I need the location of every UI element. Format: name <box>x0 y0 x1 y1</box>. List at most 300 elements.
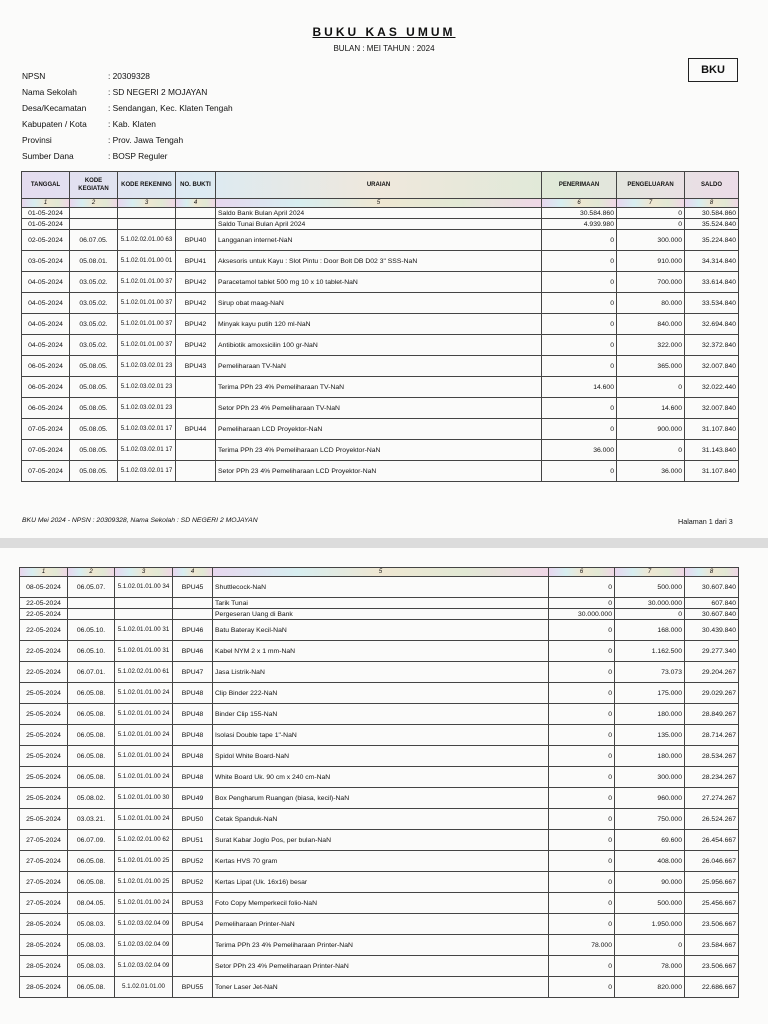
cell-activity-code: 05.08.03. <box>68 956 115 977</box>
cell-date: 27-05-2024 <box>20 872 68 893</box>
cell-description: Batu Bateray Kecil-NaN <box>213 620 549 641</box>
cell-expense-amount: 322.000 <box>617 335 685 356</box>
cell-account-code: 5.1.02.03.02.01 23 <box>118 377 176 398</box>
info-row-fund-source: Sumber Dana : BOSP Reguler <box>22 151 168 161</box>
cell-activity-code: 06.05.07. <box>68 577 115 598</box>
page-number: Halaman 1 dari 3 <box>678 517 733 526</box>
cell-expense-amount: 0 <box>615 609 685 620</box>
cell-account-code: 5.1.02.01.01.00 31 <box>115 620 173 641</box>
cell-receipt-no: BPU47 <box>173 662 213 683</box>
col-header: KODE KEGIATAN <box>70 172 118 199</box>
table-row <box>22 251 739 272</box>
cell-receipt-no: BPU46 <box>173 641 213 662</box>
cell-account-code: 5.1.02.02.01.00 62 <box>115 830 173 851</box>
cell-account-code: 5.1.02.01.01.00 24 <box>115 809 173 830</box>
table-row <box>22 335 739 356</box>
cell-receipt-amount: 0 <box>549 746 615 767</box>
cell-balance: 27.274.267 <box>685 788 739 809</box>
cell-date: 06-05-2024 <box>22 356 70 377</box>
column-number-row <box>20 568 739 577</box>
column-number: 5 <box>213 568 549 577</box>
cell-activity-code: 06.07.01. <box>68 662 115 683</box>
cell-date: 04-05-2024 <box>22 293 70 314</box>
cell-receipt-amount: 0 <box>542 293 617 314</box>
cell-date: 25-05-2024 <box>20 683 68 704</box>
cell-date: 22-05-2024 <box>20 620 68 641</box>
cell-expense-amount: 180.000 <box>615 746 685 767</box>
cell-date: 03-05-2024 <box>22 251 70 272</box>
cell-expense-amount: 840.000 <box>617 314 685 335</box>
cell-expense-amount: 135.000 <box>615 725 685 746</box>
cell-activity-code: 06.05.08. <box>68 767 115 788</box>
cell-description: Foto Copy Memperkecil folio-NaN <box>213 893 549 914</box>
column-number: 8 <box>685 199 739 208</box>
cell-receipt-no <box>173 598 213 609</box>
info-row-district: Desa/Kecamatan : Sendangan, Kec. Klaten Tengah <box>22 103 233 113</box>
cell-receipt-no: BPU50 <box>173 809 213 830</box>
cell-description: Pemeliharaan Printer-NaN <box>213 914 549 935</box>
table-row <box>20 767 739 788</box>
cell-expense-amount: 300.000 <box>615 767 685 788</box>
cell-receipt-amount: 0 <box>542 398 617 419</box>
table-row <box>22 419 739 440</box>
cell-activity-code: 03.05.02. <box>70 314 118 335</box>
cell-description: Aksesoris untuk Kayu : Slot Pintu : Door Bolt DB D02 3" SSS-NaN <box>216 251 542 272</box>
cell-description: Minyak kayu putih 120 ml-NaN <box>216 314 542 335</box>
cell-activity-code: 05.08.03. <box>68 935 115 956</box>
cell-description: Kertas Lipat (Uk. 16x16) besar <box>213 872 549 893</box>
cell-receipt-amount: 0 <box>549 977 615 998</box>
table-row <box>20 788 739 809</box>
cell-balance: 23.506.667 <box>685 914 739 935</box>
cell-receipt-no <box>176 377 216 398</box>
cell-receipt-amount: 0 <box>542 356 617 377</box>
column-number: 6 <box>542 199 617 208</box>
cell-activity-code: 05.08.05. <box>70 461 118 482</box>
cell-account-code <box>115 609 173 620</box>
cell-description: Sirup obat maag-NaN <box>216 293 542 314</box>
cell-activity-code: 06.05.08. <box>68 683 115 704</box>
cell-description: Jasa Listrik-NaN <box>213 662 549 683</box>
cell-receipt-amount: 0 <box>549 620 615 641</box>
cell-receipt-amount: 30.584.860 <box>542 208 617 219</box>
cell-date: 28-05-2024 <box>20 914 68 935</box>
table-row <box>20 662 739 683</box>
cell-receipt-no: BPU42 <box>176 272 216 293</box>
cell-description: Saldo Tunai Bulan April 2024 <box>216 219 542 230</box>
column-number-row <box>22 199 739 208</box>
cell-receipt-amount: 0 <box>549 662 615 683</box>
cell-expense-amount: 180.000 <box>615 704 685 725</box>
col-header: NO. BUKTI <box>176 172 216 199</box>
cell-description: Toner Laser Jet-NaN <box>213 977 549 998</box>
cell-description: Cetak Spanduk-NaN <box>213 809 549 830</box>
cell-receipt-amount: 36.000 <box>542 440 617 461</box>
cell-expense-amount: 750.000 <box>615 809 685 830</box>
cell-activity-code: 05.08.05. <box>70 398 118 419</box>
cell-receipt-no <box>173 956 213 977</box>
cell-expense-amount: 69.600 <box>615 830 685 851</box>
cell-balance: 28.234.267 <box>685 767 739 788</box>
cell-date: 25-05-2024 <box>20 746 68 767</box>
cell-account-code: 5.1.02.01.01.00 37 <box>118 293 176 314</box>
cell-description: Box Pengharum Ruangan (biasa, kecil)-NaN <box>213 788 549 809</box>
cell-receipt-no: BPU54 <box>173 914 213 935</box>
cell-description: Isolasi Double tape 1"-NaN <box>213 725 549 746</box>
table-row <box>22 293 739 314</box>
table-row <box>22 461 739 482</box>
table-row <box>20 914 739 935</box>
page-footer-note: BKU Mei 2024 - NPSN : 20309328, Nama Sekolah : SD NEGERI 2 MOJAYAN <box>22 517 258 524</box>
cell-description: Pergeseran Uang di Bank <box>213 609 549 620</box>
cell-receipt-no: BPU46 <box>173 620 213 641</box>
cell-receipt-amount: 0 <box>542 230 617 251</box>
column-number: 4 <box>176 199 216 208</box>
cell-receipt-amount: 0 <box>549 598 615 609</box>
cell-balance: 35.224.840 <box>685 230 739 251</box>
cell-description: Kabel NYM 2 x 1 mm-NaN <box>213 641 549 662</box>
cell-date: 02-05-2024 <box>22 230 70 251</box>
cell-receipt-no: BPU41 <box>176 251 216 272</box>
cell-activity-code: 06.05.08. <box>68 704 115 725</box>
cell-expense-amount: 500.000 <box>615 893 685 914</box>
cell-receipt-amount: 0 <box>549 767 615 788</box>
cell-balance: 32.694.840 <box>685 314 739 335</box>
column-number: 7 <box>615 568 685 577</box>
cell-receipt-no <box>176 208 216 219</box>
cell-receipt-amount: 0 <box>542 314 617 335</box>
cell-account-code: 5.1.02.01.01.00 37 <box>118 272 176 293</box>
cell-description: Langganan internet-NaN <box>216 230 542 251</box>
cell-description: Clip Binder 222-NaN <box>213 683 549 704</box>
cell-expense-amount: 365.000 <box>617 356 685 377</box>
cell-description: Antibiotik amoxsicilin 100 gr-NaN <box>216 335 542 356</box>
cell-receipt-amount: 0 <box>542 251 617 272</box>
cell-description: Paracetamol tablet 500 mg 10 x 10 tablet-NaN <box>216 272 542 293</box>
cell-balance: 30.607.840 <box>685 609 739 620</box>
cell-account-code: 5.1.02.01.01.00 37 <box>118 314 176 335</box>
cell-activity-code: 06.05.08. <box>68 725 115 746</box>
cell-balance: 32.372.840 <box>685 335 739 356</box>
cell-date: 28-05-2024 <box>20 935 68 956</box>
table-row <box>20 683 739 704</box>
cell-activity-code: 06.07.05. <box>70 230 118 251</box>
cell-activity-code: 03.05.02. <box>70 293 118 314</box>
cell-date: 01-05-2024 <box>22 219 70 230</box>
cell-activity-code: 05.08.05. <box>70 377 118 398</box>
cell-account-code: 5.1.02.01.01.00 25 <box>115 872 173 893</box>
cell-balance: 32.007.840 <box>685 356 739 377</box>
report-title: BUKU KAS UMUM <box>312 25 456 39</box>
cell-date: 25-05-2024 <box>20 725 68 746</box>
cell-expense-amount: 0 <box>617 440 685 461</box>
cell-expense-amount: 90.000 <box>615 872 685 893</box>
cell-description: Terima PPh 23 4% Pemeliharaan TV-NaN <box>216 377 542 398</box>
table-row <box>20 851 739 872</box>
cell-balance: 25.956.667 <box>685 872 739 893</box>
cell-account-code: 5.1.02.01.01.00 30 <box>115 788 173 809</box>
cell-date: 04-05-2024 <box>22 335 70 356</box>
cell-expense-amount: 910.000 <box>617 251 685 272</box>
table-row <box>20 641 739 662</box>
cell-balance: 31.107.840 <box>685 419 739 440</box>
cell-activity-code: 03.05.02. <box>70 272 118 293</box>
cell-receipt-amount: 14.600 <box>542 377 617 398</box>
cell-activity-code <box>68 598 115 609</box>
cell-account-code <box>118 219 176 230</box>
table-row <box>20 956 739 977</box>
cell-receipt-amount: 0 <box>542 335 617 356</box>
table-row <box>22 219 739 230</box>
cell-expense-amount: 30.000.000 <box>615 598 685 609</box>
cell-expense-amount: 36.000 <box>617 461 685 482</box>
cell-receipt-no <box>176 461 216 482</box>
cell-receipt-no: BPU40 <box>176 230 216 251</box>
cell-activity-code: 06.05.08. <box>68 851 115 872</box>
col-header: SALDO <box>685 172 739 199</box>
info-row-province: Provinsi : Prov. Jawa Tengah <box>22 135 184 145</box>
cell-account-code: 5.1.02.01.01.00 24 <box>115 893 173 914</box>
cell-description: Binder Clip 155-NaN <box>213 704 549 725</box>
cell-activity-code: 06.05.08. <box>68 977 115 998</box>
cell-expense-amount: 820.000 <box>615 977 685 998</box>
column-number: 5 <box>216 199 542 208</box>
cell-receipt-amount: 0 <box>549 704 615 725</box>
cell-expense-amount: 700.000 <box>617 272 685 293</box>
table-row <box>20 977 739 998</box>
cell-date: 25-05-2024 <box>20 788 68 809</box>
cell-receipt-no: BPU48 <box>173 767 213 788</box>
cell-date: 28-05-2024 <box>20 977 68 998</box>
cell-account-code <box>115 598 173 609</box>
report-page-2 <box>0 548 768 1024</box>
cell-receipt-amount: 0 <box>549 830 615 851</box>
cell-receipt-amount: 0 <box>549 809 615 830</box>
cell-expense-amount: 80.000 <box>617 293 685 314</box>
cell-balance: 33.534.840 <box>685 293 739 314</box>
cell-date: 27-05-2024 <box>20 851 68 872</box>
table-row <box>22 398 739 419</box>
cell-description: Terima PPh 23 4% Pemeliharaan Printer-NaN <box>213 935 549 956</box>
cell-date: 07-05-2024 <box>22 461 70 482</box>
col-header: URAIAN <box>216 172 542 199</box>
cell-account-code: 5.1.02.01.01.00 37 <box>118 335 176 356</box>
cell-receipt-amount: 0 <box>549 725 615 746</box>
cell-description: White Board Uk. 90 cm x 240 cm-NaN <box>213 767 549 788</box>
table-row <box>22 377 739 398</box>
bku-badge: BKU <box>688 58 738 82</box>
table-row <box>20 577 739 598</box>
ledger-table-page-2 <box>19 567 739 998</box>
cell-date: 22-05-2024 <box>20 641 68 662</box>
cell-activity-code: 05.08.03. <box>68 914 115 935</box>
cell-activity-code <box>68 609 115 620</box>
cell-activity-code: 05.08.05. <box>70 440 118 461</box>
cell-balance: 31.143.840 <box>685 440 739 461</box>
table-row <box>22 272 739 293</box>
column-number: 2 <box>68 568 115 577</box>
cell-receipt-amount: 0 <box>542 419 617 440</box>
cell-expense-amount: 0 <box>617 219 685 230</box>
cell-balance: 30.607.840 <box>685 577 739 598</box>
cell-receipt-no: BPU53 <box>173 893 213 914</box>
cell-date: 25-05-2024 <box>20 809 68 830</box>
cell-receipt-amount: 0 <box>549 893 615 914</box>
cell-balance: 35.524.840 <box>685 219 739 230</box>
cell-balance: 32.022.440 <box>685 377 739 398</box>
cell-balance: 29.029.267 <box>685 683 739 704</box>
cell-description: Setor PPh 23 4% Pemeliharaan Printer-NaN <box>213 956 549 977</box>
cell-receipt-no: BPU43 <box>176 356 216 377</box>
cell-expense-amount: 300.000 <box>617 230 685 251</box>
cell-account-code: 5.1.02.02.01.00 61 <box>115 662 173 683</box>
cell-receipt-amount: 0 <box>549 956 615 977</box>
cell-date: 01-05-2024 <box>22 208 70 219</box>
cell-expense-amount: 175.000 <box>615 683 685 704</box>
report-period: BULAN : MEI TAHUN : 2024 <box>333 44 435 53</box>
cell-expense-amount: 0 <box>617 208 685 219</box>
cell-description: Spidol White Board-NaN <box>213 746 549 767</box>
cell-receipt-amount: 0 <box>549 914 615 935</box>
cell-account-code <box>118 208 176 219</box>
cell-description: Setor PPh 23 4% Pemeliharaan TV-NaN <box>216 398 542 419</box>
cell-activity-code: 06.05.10. <box>68 641 115 662</box>
cell-description: Tarik Tunai <box>213 598 549 609</box>
cell-date: 04-05-2024 <box>22 272 70 293</box>
info-row-npsn: NPSN : 20309328 <box>22 71 150 81</box>
cell-account-code: 5.1.02.01.01.00 25 <box>115 851 173 872</box>
cell-expense-amount: 500.000 <box>615 577 685 598</box>
cell-expense-amount: 168.000 <box>615 620 685 641</box>
cell-account-code: 5.1.02.03.02.01 17 <box>118 461 176 482</box>
cell-receipt-amount: 78.000 <box>549 935 615 956</box>
cell-balance: 23.506.667 <box>685 956 739 977</box>
cell-expense-amount: 408.000 <box>615 851 685 872</box>
cell-balance: 28.714.267 <box>685 725 739 746</box>
table-row <box>20 609 739 620</box>
cell-receipt-amount: 4.939.980 <box>542 219 617 230</box>
column-number: 3 <box>118 199 176 208</box>
cell-account-code: 5.1.02.03.02.01 23 <box>118 398 176 419</box>
table-row <box>20 704 739 725</box>
table-row <box>20 809 739 830</box>
table-row <box>22 440 739 461</box>
cell-balance: 34.314.840 <box>685 251 739 272</box>
col-header: PENGELUARAN <box>617 172 685 199</box>
cell-receipt-no: BPU42 <box>176 293 216 314</box>
cell-expense-amount: 14.600 <box>617 398 685 419</box>
cell-activity-code: 06.07.09. <box>68 830 115 851</box>
cell-receipt-amount: 0 <box>549 872 615 893</box>
cell-activity-code: 03.05.02. <box>70 335 118 356</box>
cell-expense-amount: 1.162.500 <box>615 641 685 662</box>
cell-balance: 32.007.840 <box>685 398 739 419</box>
cell-receipt-amount: 0 <box>542 272 617 293</box>
cell-receipt-amount: 0 <box>549 683 615 704</box>
table-row <box>20 872 739 893</box>
column-number: 2 <box>70 199 118 208</box>
cell-account-code: 5.1.02.01.01.00 01 <box>118 251 176 272</box>
cell-expense-amount: 0 <box>615 935 685 956</box>
col-header: PENERIMAAN <box>542 172 617 199</box>
cell-receipt-amount: 0 <box>542 461 617 482</box>
table-row <box>20 620 739 641</box>
cell-account-code: 5.1.02.02.01.00 63 <box>118 230 176 251</box>
cell-balance: 23.584.667 <box>685 935 739 956</box>
cell-receipt-no: BPU42 <box>176 314 216 335</box>
table-row <box>22 208 739 219</box>
cell-description: Saldo Bank Bulan April 2024 <box>216 208 542 219</box>
cell-receipt-no <box>176 219 216 230</box>
cell-description: Surat Kabar Joglo Pos, per bulan-NaN <box>213 830 549 851</box>
cell-account-code: 5.1.02.03.02.01 17 <box>118 440 176 461</box>
cell-account-code: 5.1.02.03.02.01 17 <box>118 419 176 440</box>
cell-expense-amount: 1.950.000 <box>615 914 685 935</box>
cell-activity-code: 05.08.05. <box>70 356 118 377</box>
table-row <box>20 935 739 956</box>
cell-receipt-no <box>173 609 213 620</box>
cell-expense-amount: 0 <box>617 377 685 398</box>
cell-balance: 30.584.860 <box>685 208 739 219</box>
cell-balance: 26.524.267 <box>685 809 739 830</box>
cell-balance: 31.107.840 <box>685 461 739 482</box>
table-row <box>22 356 739 377</box>
cell-balance: 25.456.667 <box>685 893 739 914</box>
cell-receipt-amount: 0 <box>549 851 615 872</box>
table-row <box>20 598 739 609</box>
cell-receipt-no: BPU52 <box>173 851 213 872</box>
cell-receipt-no: BPU42 <box>176 335 216 356</box>
table-row <box>22 230 739 251</box>
cell-expense-amount: 960.000 <box>615 788 685 809</box>
table-row <box>20 725 739 746</box>
cell-account-code: 5.1.02.01.01.00 24 <box>115 725 173 746</box>
cell-date: 06-05-2024 <box>22 398 70 419</box>
cell-date: 28-05-2024 <box>20 956 68 977</box>
cell-activity-code: 06.05.08. <box>68 872 115 893</box>
cell-receipt-no: BPU48 <box>173 704 213 725</box>
cell-receipt-amount: 30.000.000 <box>549 609 615 620</box>
table-row <box>20 830 739 851</box>
cell-activity-code: 06.05.08. <box>68 746 115 767</box>
cell-balance: 26.454.667 <box>685 830 739 851</box>
cell-receipt-no: BPU52 <box>173 872 213 893</box>
cell-date: 07-05-2024 <box>22 440 70 461</box>
cell-activity-code <box>70 219 118 230</box>
cell-receipt-no <box>176 440 216 461</box>
cell-account-code: 5.1.02.01.01.00 24 <box>115 767 173 788</box>
cell-activity-code: 06.05.10. <box>68 620 115 641</box>
cell-account-code: 5.1.02.01.01.00 34 <box>115 577 173 598</box>
cell-receipt-no: BPU49 <box>173 788 213 809</box>
cell-expense-amount: 900.000 <box>617 419 685 440</box>
cell-receipt-no: BPU48 <box>173 683 213 704</box>
cell-balance: 26.046.667 <box>685 851 739 872</box>
cell-account-code: 5.1.02.03.02.04 09 <box>115 914 173 935</box>
cell-account-code: 5.1.02.01.01.00 24 <box>115 746 173 767</box>
column-number: 1 <box>22 199 70 208</box>
cell-date: 22-05-2024 <box>20 609 68 620</box>
cell-date: 04-05-2024 <box>22 314 70 335</box>
cell-receipt-no: BPU48 <box>173 746 213 767</box>
cell-date: 06-05-2024 <box>22 377 70 398</box>
cell-balance: 29.277.340 <box>685 641 739 662</box>
cell-balance: 33.614.840 <box>685 272 739 293</box>
cell-balance: 22.686.667 <box>685 977 739 998</box>
column-number: 4 <box>173 568 213 577</box>
column-number: 6 <box>549 568 615 577</box>
table-header <box>22 172 739 199</box>
